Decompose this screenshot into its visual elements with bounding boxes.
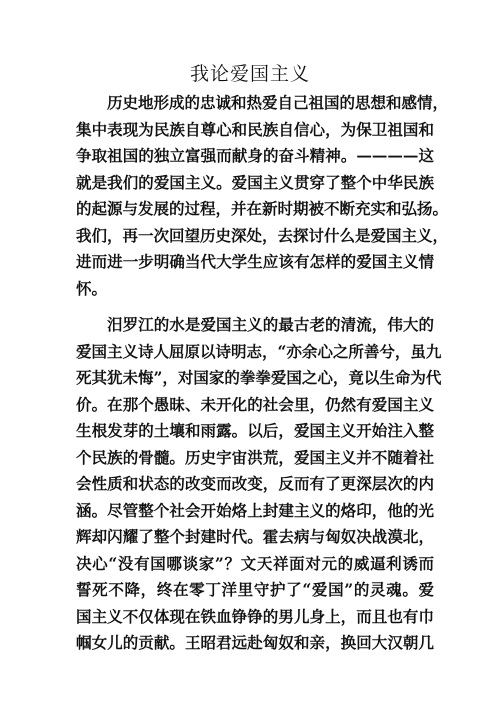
paragraph2-line: 汨罗江的水是爱国主义的最古老的清流，伟大的 bbox=[107, 315, 434, 334]
paragraph1-line: 我们，再一次回望历史深处，去探讨什么是爱国主义， bbox=[76, 225, 449, 245]
paragraph1-line: 怀。 bbox=[76, 278, 108, 298]
paragraph2-line: 爱国主义诗人屈原以诗明志，“亦余心之所善兮，虽九 bbox=[76, 341, 442, 361]
paragraph1-line: 就是我们的爱国主义。爱国主义贯穿了整个中华民族 bbox=[76, 172, 434, 192]
paragraph2-line: 帼女儿的贡献。王昭君远赴匈奴和亲，换回大汉朝几 bbox=[76, 633, 434, 652]
paragraph1-line: 进而进一步明确当代大学生应该有怎样的爱国主义情 bbox=[76, 252, 434, 271]
paragraph2-line: 决心“没有国哪谈家”？文天祥面对元的威逼利诱而 bbox=[76, 553, 434, 573]
paragraph2-line: 生根发芽的土壤和雨露。以后，爱国主义开始注入整 bbox=[76, 421, 434, 440]
paragraph2-line: 涵。尽管整个社会开始烙上封建主义的烙印，他的光 bbox=[76, 500, 434, 520]
paragraph1-line: 集中表现为民族自尊心和民族自信心，为保卫祖国和 bbox=[76, 119, 434, 139]
paragraph-spacer bbox=[76, 302, 434, 312]
paragraph1-line: 历史地形成的忠诚和热爱自己祖国的思想和感情， bbox=[107, 93, 449, 112]
paragraph2-line: 个民族的骨髓。历史宇宙洪荒，爱国主义并不随着社 bbox=[76, 447, 434, 467]
paragraph2-line: 死其犹未悔”，对国家的拳拳爱国之心，竟以生命为代 bbox=[76, 368, 442, 387]
paragraph1-line: 争取祖国的独立富强而献身的奋斗精神。————这 bbox=[76, 146, 434, 165]
paragraph2-line: 价。在那个愚昧、未开化的社会里，仍然有爱国主义 bbox=[76, 394, 434, 414]
paragraph2-line: 辉却闪耀了整个封建时代。霍去病与匈奴决战漠北， bbox=[76, 527, 434, 546]
document-title: 我论爱国主义 bbox=[189, 63, 310, 85]
document-body bbox=[76, 90, 449, 657]
paragraph2-line: 会性质和状态的改变而改变，反而有了更深层次的内 bbox=[76, 474, 434, 493]
paragraph1-line: 的起源与发展的过程，并在新时期被不断充实和弘扬。 bbox=[76, 199, 449, 218]
paragraph2-line: 誓死不降，终在零丁洋里守护了“爱国”的灵魂。爱 bbox=[76, 580, 434, 599]
paragraph2-line: 国主义不仅体现在铁血铮铮的男儿身上，而且也有巾 bbox=[76, 606, 434, 626]
